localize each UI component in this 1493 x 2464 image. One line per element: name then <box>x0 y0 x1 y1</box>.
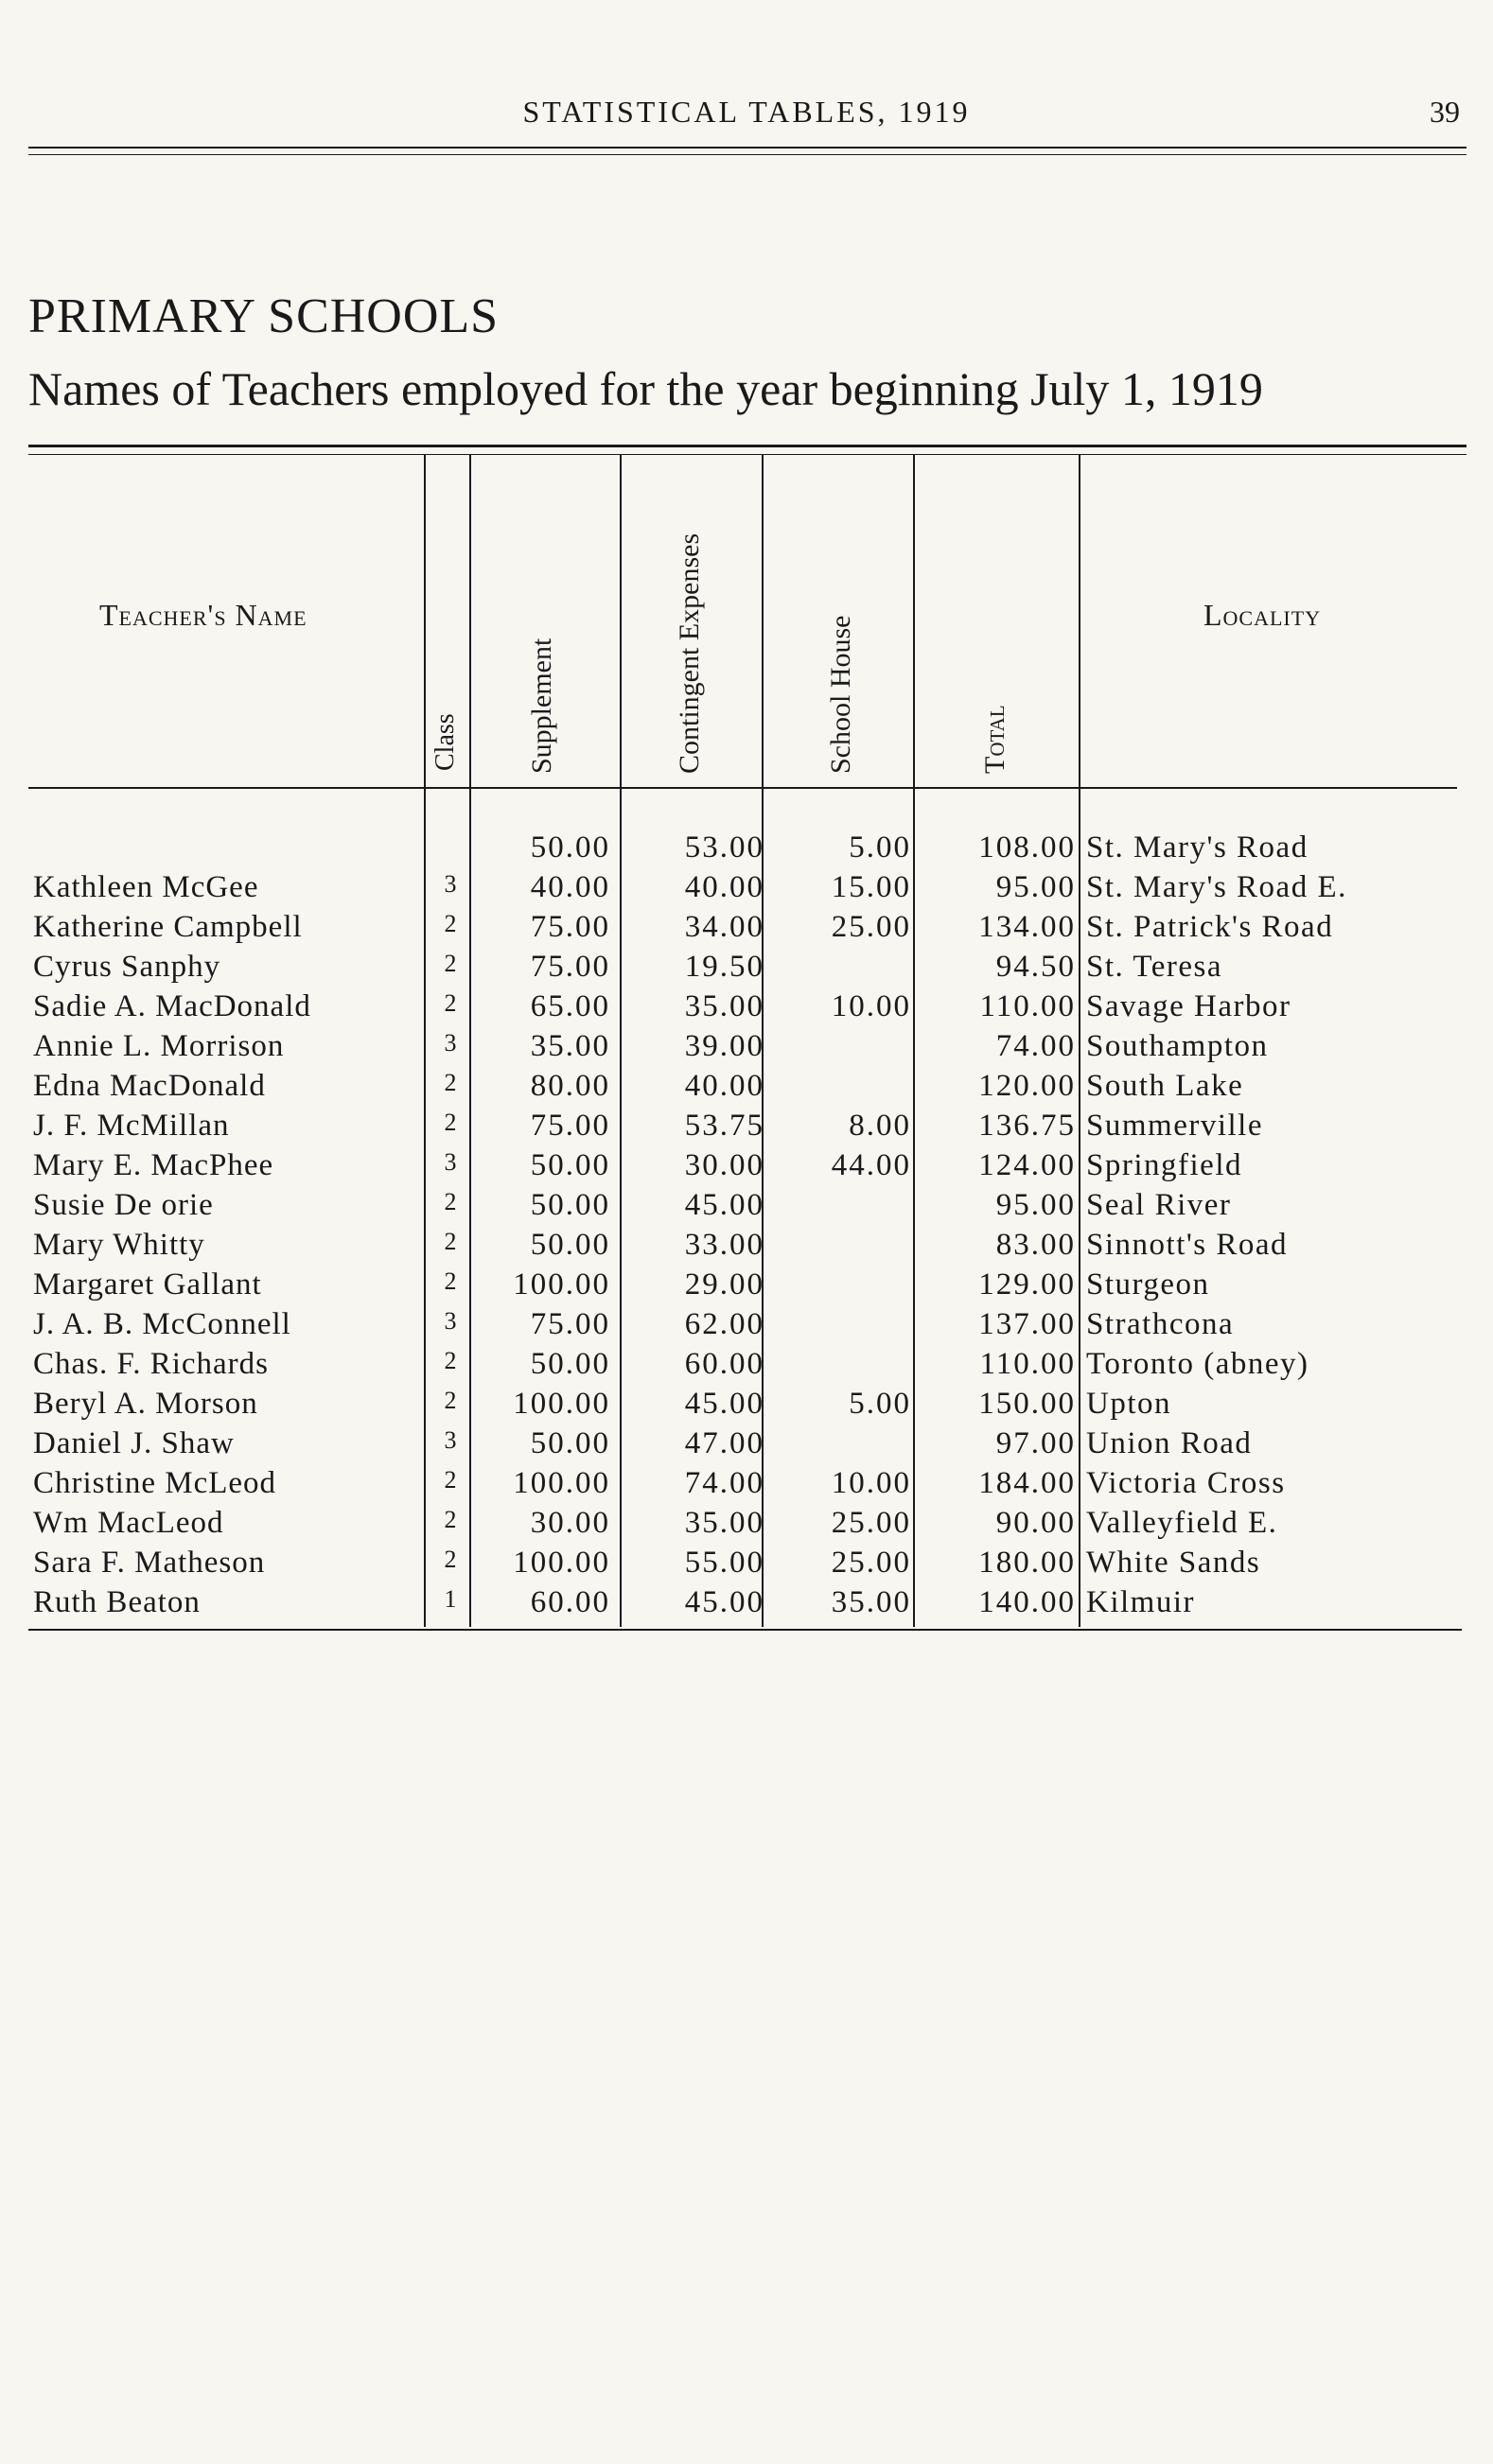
school-house-cell: 5.00 <box>849 1387 911 1421</box>
teacher-name: J. A. B. McConnell <box>33 1307 291 1341</box>
teacher-name: Ruth Beaton <box>33 1585 201 1619</box>
locality-cell: Summerville <box>1086 1109 1263 1143</box>
supplement-cell: 65.00 <box>530 989 610 1023</box>
class-cell: 1 <box>444 1585 459 1613</box>
table-top-rule <box>28 445 1467 447</box>
total-cell: 136.75 <box>978 1109 1076 1143</box>
locality-cell: Upton <box>1086 1387 1171 1421</box>
contingent-cell: 30.00 <box>684 1148 764 1182</box>
table-row <box>0 1188 1493 1228</box>
contingent-cell: 35.00 <box>684 1506 764 1540</box>
teacher-name: Annie L. Morrison <box>33 1029 285 1063</box>
school-house-cell: 44.00 <box>831 1148 911 1182</box>
table-row <box>0 1387 1493 1426</box>
table-bottom-rule <box>28 1629 1462 1631</box>
locality-cell: Kilmuir <box>1086 1585 1195 1619</box>
locality-cell: South Lake <box>1086 1069 1244 1103</box>
table-row <box>0 1466 1493 1506</box>
total-cell: 90.00 <box>995 1506 1076 1540</box>
contingent-cell: 62.00 <box>684 1307 764 1341</box>
contingent-cell: 74.00 <box>684 1466 764 1500</box>
teacher-name: Edna MacDonald <box>33 1069 266 1103</box>
contingent-cell: 40.00 <box>684 1069 764 1103</box>
total-cell: 108.00 <box>978 830 1076 865</box>
teacher-name: Mary Whitty <box>33 1228 205 1262</box>
class-cell: 2 <box>444 1347 459 1374</box>
table-top-rule-thin <box>28 454 1467 455</box>
supplement-cell: 75.00 <box>530 1109 610 1143</box>
header-rule-top <box>28 147 1467 149</box>
school-house-cell: 25.00 <box>831 910 911 944</box>
total-cell: 95.00 <box>995 870 1076 904</box>
col-header-total: Total <box>979 705 1010 774</box>
class-cell: 2 <box>444 1109 459 1136</box>
contingent-cell: 53.75 <box>684 1109 764 1143</box>
locality-cell: St. Teresa <box>1086 950 1223 984</box>
locality-cell: Union Road <box>1086 1426 1253 1460</box>
locality-cell: Toronto (abney) <box>1086 1347 1309 1381</box>
school-house-cell: 15.00 <box>831 870 911 904</box>
total-cell: 97.00 <box>995 1426 1076 1460</box>
total-cell: 74.00 <box>995 1029 1076 1063</box>
supplement-cell: 50.00 <box>530 830 610 865</box>
class-cell: 3 <box>444 870 459 898</box>
school-house-cell: 5.00 <box>849 830 911 865</box>
locality-cell: St. Mary's Road E. <box>1086 870 1347 904</box>
table-row <box>0 1506 1493 1546</box>
school-house-cell: 35.00 <box>831 1585 911 1619</box>
class-cell: 2 <box>444 989 459 1017</box>
page-number: 39 <box>1430 95 1460 129</box>
table-row <box>0 1109 1493 1148</box>
supplement-cell: 50.00 <box>530 1426 610 1460</box>
total-cell: 83.00 <box>995 1228 1076 1262</box>
section-title: PRIMARY SCHOOLS <box>28 289 500 343</box>
col-header-supplement: Supplement <box>526 638 557 774</box>
teacher-name: Chas. F. Richards <box>33 1347 270 1381</box>
col-header-contingent: Contingent Expenses <box>674 533 705 774</box>
school-house-cell: 25.00 <box>831 1506 911 1540</box>
contingent-cell: 33.00 <box>684 1228 764 1262</box>
locality-cell: Strathcona <box>1086 1307 1235 1341</box>
contingent-cell: 39.00 <box>684 1029 764 1063</box>
total-cell: 184.00 <box>978 1466 1076 1500</box>
col-header-locality: Locality <box>1203 598 1322 632</box>
locality-cell: Sinnott's Road <box>1086 1228 1289 1262</box>
class-cell: 2 <box>444 910 459 937</box>
locality-cell: White Sands <box>1086 1546 1261 1580</box>
class-cell: 2 <box>444 1267 459 1295</box>
section-subtitle: Names of Teachers employed for the year beginning July 1, 1919 <box>28 362 1263 415</box>
teacher-name: Daniel J. Shaw <box>33 1426 235 1460</box>
table-row <box>0 1029 1493 1069</box>
table-row <box>0 1307 1493 1347</box>
class-cell: 2 <box>444 1506 459 1533</box>
teacher-name: Katherine Campbell <box>33 910 303 944</box>
table-row <box>0 1069 1493 1109</box>
col-header-class: Class <box>430 713 460 771</box>
col-header-school-house: School House <box>825 615 856 774</box>
supplement-cell: 50.00 <box>530 1148 610 1182</box>
teacher-name: Sara F. Matheson <box>33 1546 266 1580</box>
school-house-cell: 10.00 <box>831 989 911 1023</box>
col-header-teacher: Teacher's Name <box>99 598 307 632</box>
table-row <box>0 1426 1493 1466</box>
teacher-name: Cyrus Sanphy <box>33 950 221 984</box>
contingent-cell: 60.00 <box>684 1347 764 1381</box>
class-cell: 2 <box>444 1387 459 1414</box>
total-cell: 134.00 <box>978 910 1076 944</box>
class-cell: 2 <box>444 1546 459 1573</box>
total-cell: 129.00 <box>978 1267 1076 1302</box>
total-cell: 124.00 <box>978 1148 1076 1182</box>
supplement-cell: 100.00 <box>513 1267 610 1302</box>
supplement-cell: 50.00 <box>530 1347 610 1381</box>
contingent-cell: 55.00 <box>684 1546 764 1580</box>
table-row <box>0 1267 1493 1307</box>
table-row <box>0 870 1493 910</box>
class-cell: 2 <box>444 1188 459 1215</box>
contingent-cell: 47.00 <box>684 1426 764 1460</box>
table-row <box>0 1347 1493 1387</box>
school-house-cell: 10.00 <box>831 1466 911 1500</box>
locality-cell: Seal River <box>1086 1188 1232 1222</box>
total-cell: 110.00 <box>979 989 1076 1023</box>
table-row <box>0 830 1493 870</box>
locality-cell: Valleyfield E. <box>1086 1506 1278 1540</box>
class-cell: 3 <box>444 1307 459 1335</box>
contingent-cell: 35.00 <box>684 989 764 1023</box>
supplement-cell: 50.00 <box>530 1188 610 1222</box>
running-title: STATISTICAL TABLES, 1919 <box>522 95 971 129</box>
total-cell: 140.00 <box>978 1585 1076 1619</box>
class-cell: 3 <box>444 1029 459 1057</box>
teacher-name: Mary E. MacPhee <box>33 1148 274 1182</box>
contingent-cell: 29.00 <box>684 1267 764 1302</box>
table-row <box>0 1148 1493 1188</box>
class-cell: 3 <box>444 1148 459 1176</box>
teacher-name: Christine McLeod <box>33 1466 277 1500</box>
school-house-cell: 25.00 <box>831 1546 911 1580</box>
contingent-cell: 45.00 <box>684 1585 764 1619</box>
school-house-cell: 8.00 <box>849 1109 911 1143</box>
supplement-cell: 75.00 <box>530 950 610 984</box>
total-cell: 95.00 <box>995 1188 1076 1222</box>
supplement-cell: 50.00 <box>530 1228 610 1262</box>
table-row <box>0 1585 1493 1625</box>
locality-cell: St. Patrick's Road <box>1086 910 1334 944</box>
teacher-name: Kathleen McGee <box>33 870 259 904</box>
total-cell: 137.00 <box>978 1307 1076 1341</box>
contingent-cell: 40.00 <box>684 870 764 904</box>
table-row <box>0 1546 1493 1585</box>
locality-cell: Sturgeon <box>1086 1267 1210 1302</box>
table-row <box>0 1228 1493 1267</box>
class-cell: 2 <box>444 1069 459 1096</box>
locality-cell: Savage Harbor <box>1086 989 1291 1023</box>
supplement-cell: 75.00 <box>530 1307 610 1341</box>
header-bottom-rule <box>28 787 1457 789</box>
supplement-cell: 100.00 <box>513 1546 610 1580</box>
contingent-cell: 53.00 <box>684 830 764 865</box>
supplement-cell: 60.00 <box>530 1585 610 1619</box>
locality-cell: Victoria Cross <box>1086 1466 1286 1500</box>
teacher-name: Wm MacLeod <box>33 1506 224 1540</box>
supplement-cell: 100.00 <box>513 1387 610 1421</box>
table-row <box>0 910 1493 950</box>
supplement-cell: 80.00 <box>530 1069 610 1103</box>
total-cell: 180.00 <box>978 1546 1076 1580</box>
contingent-cell: 45.00 <box>684 1387 764 1421</box>
contingent-cell: 19.50 <box>684 950 764 984</box>
header-rule-bottom <box>28 154 1467 155</box>
teacher-name: Margaret Gallant <box>33 1267 262 1302</box>
contingent-cell: 45.00 <box>684 1188 764 1222</box>
total-cell: 110.00 <box>979 1347 1076 1381</box>
teacher-name: Sadie A. MacDonald <box>33 989 311 1023</box>
total-cell: 94.50 <box>995 950 1076 984</box>
supplement-cell: 35.00 <box>530 1029 610 1063</box>
locality-cell: St. Mary's Road <box>1086 830 1309 865</box>
supplement-cell: 40.00 <box>530 870 610 904</box>
contingent-cell: 34.00 <box>684 910 764 944</box>
supplement-cell: 100.00 <box>513 1466 610 1500</box>
class-cell: 3 <box>444 1426 459 1454</box>
class-cell: 2 <box>444 1228 459 1255</box>
class-cell: 2 <box>444 950 459 977</box>
total-cell: 120.00 <box>978 1069 1076 1103</box>
total-cell: 150.00 <box>978 1387 1076 1421</box>
locality-cell: Southampton <box>1086 1029 1269 1063</box>
teacher-name: Beryl A. Morson <box>33 1387 258 1421</box>
class-cell: 2 <box>444 1466 459 1494</box>
supplement-cell: 30.00 <box>530 1506 610 1540</box>
locality-cell: Springfield <box>1086 1148 1242 1182</box>
supplement-cell: 75.00 <box>530 910 610 944</box>
teacher-name: Susie De orie <box>33 1188 214 1222</box>
table-row <box>0 950 1493 989</box>
teacher-name: J. F. McMillan <box>33 1109 230 1143</box>
table-row <box>0 989 1493 1029</box>
